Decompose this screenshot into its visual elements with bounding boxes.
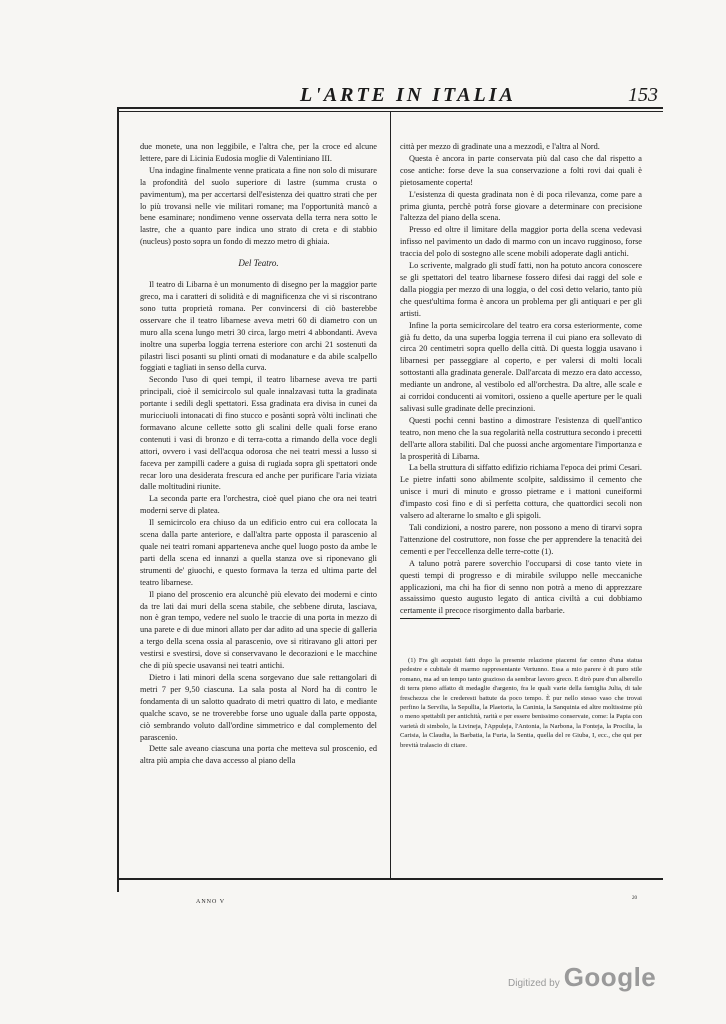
footnote-text: (1) Fra gli acquisti fatti dopo la presente relazione piacemi far cenno d'una statua pedestre e cubitale di marmo rappresentante Vertunno. Essa a mio parere è di puro stile romano, ma ad un tempo tanto grazioso da sembrar lavoro greco. E dirò pure d'un alberello di terra pieno affatto di medaglie d'argento, fra le quali varie della famiglia Julia, di tale freschezza che le crederesti battute da poco tempo. È pur nello stesso vaso che trovai perfino la Servilia, la Sepullia, la Plaetoria, la Caninia, la Sanquinia ed altre moltissime più o meno spettabili per antichità, rarità e per essere benissimo conservate, come: la Papia con varietà di simbolo, la Livineja, l'Appuleja, l'Antonia, la Narbona, la Fonteja, la Procilia, la Carisia, la Claudia, la Barbatia, la Furia, la Sentia, quella del re Giuba, I, ecc., che qui per brevità tralascio di citare. bbox=[400, 657, 642, 749]
left-column bbox=[140, 141, 377, 767]
paragraph: due monete, una non leggibile, e l'altra che, per la croce ed alcune lettere, pare di Licinia Eudosia moglie di Valentiniano III. bbox=[140, 142, 377, 163]
paragraph: Lo scrivente, malgrado gli studî fatti, non ha potuto ancora conoscere se gli spettatori del teatro libarnese fossero difesi dai raggi del sole e dalla pioggia per mezzo di una loggia, o del così detto velario, tanto più che quest'ultima forma è ancora un problema per gli antiquari e per gli artisti. bbox=[400, 261, 642, 318]
paragraph: Il teatro di Libarna è un monumento di disegno per la maggior parte greco, ma i caratteri di solidità e di magnificenza che vi si riscontrano sono tutta proprietà romana. Per convincersi di ciò basterebbe osservare che il teatro libarnese aveva metri 60 di diametro con un muro alla scena lungo metri 30 circa, largo metri 4 abbondanti. Aveva inoltre una superba loggia terrena esteriore con archi 21 sostenuti da pilastri lisci posanti su plinti ornati di modanature e da abile scalpello foggiati e tagliati in senso della curva. bbox=[140, 280, 377, 373]
running-title: L'ARTE IN ITALIA bbox=[300, 84, 516, 106]
paragraph: Una indagine finalmente venne praticata a fine non solo di misurare la profondità del suolo superiore di lastre (summa crusta o pavimentum), ma per accertarsi dell'esistenza dei quattro strati che per lo più trovansi nelle vie militari romane; ma l'opportunità mancò a bene esaminare; nondimeno venne osservata della terra nera sotto le lastre, che a quanto pare indica uno strato di creta e di stabbio (nucleus) posto sopra un fondo di mezzo metro di ghiaia. bbox=[140, 165, 377, 247]
paragraph: Questi pochi cenni bastino a dimostrare l'esistenza di quell'antico teatro, non meno che la sua regolarità nella costruttura secondo i precetti dell'arte allora stabiliti. Dal che puossi anche argomentare l'importanza e la prosperità di Libarna. bbox=[400, 415, 642, 461]
paragraph: Questa è ancora in parte conservata più dal caso che dal rispetto a cose antiche: forse deve la sua conservazione a folti rovi dai quali è pietosamente coperta! bbox=[400, 153, 642, 187]
digitized-by-google-watermark bbox=[508, 962, 656, 993]
footer-signature: 20 bbox=[632, 896, 637, 901]
paragraph: Infine la porta semicircolare del teatro era corsa esteriormente, come già fu detto, da una superba loggia terrena il cui piano era sollevato di circa 20 centimetri sopra quello della città. Di questa loggia usavano i libarnesi per passeggiare al coperto, e per valersi di molti locali sottostanti alla gradinata generale. Dall'arcata di mezzo era dato accesso, mediante un androne, al vestibolo ed all'orchestra. Da altre, alle scale e ai corridoi conducenti ai vomitori, ossieno a quelle aperture per le quali salivasi sulle gradinate delle precinzioni. bbox=[400, 320, 642, 413]
footnote bbox=[400, 656, 642, 750]
top-rule bbox=[118, 107, 663, 109]
paragraph: A taluno potrà parere soverchio l'occuparsi di cose tanto viete in questi tempi di progresso e di mirabile sviluppo nelle meccaniche applicazioni, ma chi ha fior di senno non potrà a meno di apprezzare assaissimo questo augusto legato di antica civiltà a cui dobbiamo certamente il precoce risorgimento dalla barbarie. bbox=[400, 558, 642, 616]
watermark-small: Digitized by bbox=[508, 978, 560, 989]
footnote-rule bbox=[400, 618, 460, 619]
footer-volume: ANNO V bbox=[196, 899, 226, 905]
paragraph: Il piano del proscenio era alcunchè più elevato dei moderni e cinto da tre lati dai muri della scena stabile, che sebbene diruta, lasciava, non è gran tempo, vedere nel suolo le traccie di una porta in mezzo di una parete e di due minori allato per dar adito ad una specie di galleria a tergo della scena ossia al parascenio, ove si ritiravano gli attori per vestirsi e svestirsi, dove si conservavano le decorazioni e le macchine che di più specie usavansi nei teatri antichi. bbox=[140, 589, 377, 671]
paragraph: Dette sale aveano ciascuna una porta che metteva sul proscenio, ed altra più ampia che dava accesso al piano della bbox=[140, 744, 377, 766]
paragraph: Tali condizioni, a nostro parere, non possono a meno di tirarvi sopra l'attenzione del costruttore, non fosse che per apprendere la tenacità dei cementi e per l'eccellenza delle terre-cotte (1). bbox=[400, 523, 642, 556]
paragraph: Il semicircolo era chiuso da un edificio entro cui era collocata la scena dalla parte anteriore, e dall'altra parte opposta il parascenio al quale nei teatri romani apparteneva anche quel luogo posto da ambe le parti della scena ed innanzi a quella stanza ove si riponevano gli strumenti de' giuochi, e questo formava la terza ed ultima parte del teatro libarnese. bbox=[140, 518, 377, 587]
paragraph: La bella struttura di siffatto edifizio richiama l'epoca dei primi Cesari. Le pietre infatti sono abilmente scolpite, saldissimo il cemento che unisce i muri di minuto e grosso pietrame e i mattoni cuneiformi d'impasto così fino e di sì perfetta cottura, che quattordici secoli non valsero ad alterarne lo smalto e gli spigoli. bbox=[400, 463, 642, 521]
paragraph: città per mezzo di gradinate una a mezzodì, e l'altra al Nord. bbox=[400, 142, 600, 151]
paragraph: Secondo l'uso di quei tempi, il teatro libarnese aveva tre parti principali, cioè il semicircolo sul quale innalzavasi tutta la gradinata portante i sedili degli spettatori. Essa gradinata era divisa in cunei da muricciuoli intonacati di fino stucco e posànti soprà vòlti inclinati che formavano alcune cellette sotto gli scalini delle quali forse erano contenuti i vasi di bronzo e di terra-cotta a rimando della voce degli attori, ovvero i vasi dell'acqua odorosa che nei teatri messi a lusso si faceva per zampilli cadere a guisa di rugiada sopra gli spettatori onde recar loro una desiderata frescura ed anche per purificare l'aria viziata dalle moltitudini riunite. bbox=[140, 375, 377, 492]
paragraph: L'esistenza di questa gradinata non è di poca rilevanza, come pare a prima giunta, perchè potrà forse giovare a determinare con precisione l'altezza del piano della scena. bbox=[400, 189, 642, 223]
page-number: 153 bbox=[628, 84, 658, 106]
column-divider bbox=[390, 112, 391, 880]
paragraph: La seconda parte era l'orchestra, cioè quel piano che ora nei teatri moderni serve di platea. bbox=[140, 494, 377, 516]
right-column bbox=[400, 141, 642, 617]
watermark-logo: Google bbox=[563, 962, 657, 992]
bottom-rule bbox=[118, 878, 663, 880]
paragraph: Dietro i lati minori della scena sorgevano due sale rettangolari di metri 7 per 9,50 ciascuna. La sala posta al Nord ha di contro le fondamenta di un salotto quadrato di metri quattro di lato, e mediante qualche scavo, se ne troverebbe forse uno uguale dalla parte opposta, ciò sembrando voluto dall'ordine simmetrico e dal complemento del parascenio. bbox=[140, 672, 377, 742]
paragraph: Presso ed oltre il limitare della maggior porta della scena vedevasi infisso nel pavimento un dado di marmo con un incavo rugginoso, forse traccia del polo di sostegno alle scene mobili adoperate dagli antichi. bbox=[400, 225, 642, 259]
section-title: Del Teatro. bbox=[238, 258, 279, 269]
left-vertical-rule bbox=[117, 107, 119, 892]
